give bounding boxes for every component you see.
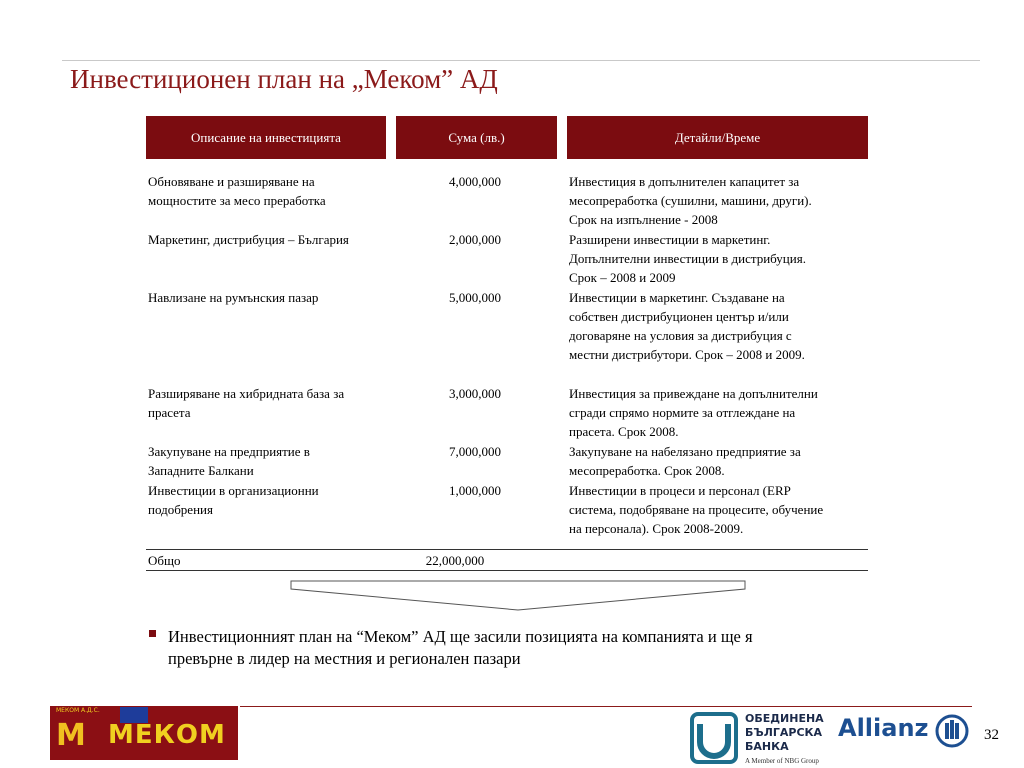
bullet-square-icon: [149, 630, 156, 637]
total-amount: 22,000,000: [425, 553, 485, 568]
ubb-subtitle: A Member of NBG Group: [745, 757, 819, 765]
page-number: 32: [984, 727, 999, 743]
footer-divider: [240, 706, 972, 707]
row-description: Инвестиции в организационни подобрения: [148, 483, 319, 517]
row-description: Навлизане на румънския пазар: [148, 290, 319, 305]
row-details: Инвестиции в процеси и персонал (ERP система, подобряване на процесите, обучение на персонала). Срок 2008-2009.: [569, 483, 824, 536]
row-description: Разширяване на хибридната база за прасета: [148, 386, 345, 420]
conclusion-text: Инвестиционният план на “Меком” АД ще засили позицията на компанията и ще я превърне в лидер на местния и регионален пазари: [168, 627, 753, 668]
mekom-emblem-icon: M: [56, 718, 86, 753]
row-amount: 2,000,000: [449, 232, 501, 247]
total-top-rule: [146, 549, 868, 550]
row-amount: 7,000,000: [449, 444, 501, 459]
row-description: Маркетинг, дистрибуция – България: [148, 232, 349, 247]
row-details: Закупуване на набелязано предприятие за месопреработка. Срок 2008.: [569, 444, 801, 478]
row-details: Инвестиция за привеждане на допълнителни сгради спрямо нормите за отглеждане на прасета. Срок 2008.: [569, 386, 818, 439]
row-description: Закупуване на предприятие в Западните Балкани: [148, 444, 310, 478]
row-amount: 3,000,000: [449, 386, 501, 401]
row-details: Инвестиция в допълнителен капацитет за месопреработка (сушилни, машини, други). Срок на изпълнение - 2008: [569, 174, 812, 227]
mekom-small-text: МЕКОМ А.Д.С.: [56, 707, 100, 714]
funnel-arrow-shape: [290, 580, 746, 612]
header-details: Детайли/Време: [567, 116, 868, 159]
ubb-logo-icon: [690, 712, 738, 764]
total-label: Общо: [148, 553, 181, 568]
header-description: Описание на инвестицията: [146, 116, 386, 159]
row-amount: 4,000,000: [449, 174, 501, 189]
header-amount: Сума (лв.): [396, 116, 557, 159]
allianz-wordmark: Allianz: [838, 714, 929, 742]
row-amount: 5,000,000: [449, 290, 501, 305]
row-description: Обновяване и разширяване на мощностите за месо преработка: [148, 174, 326, 208]
ubb-wordmark: ОБЕДИНЕНА БЪЛГАРСКА БАНКА: [745, 712, 824, 753]
allianz-eagle-icon: [935, 714, 969, 748]
row-details: Инвестиции в маркетинг. Създаване на собствен дистрибуционен център и/или договаряне на условия за дистрибуция с местни дистрибутори. Срок – 2008 и 2009.: [569, 290, 805, 362]
top-divider: [62, 60, 980, 61]
mekom-wordmark: МЕКОМ: [108, 720, 226, 750]
slide-title: Инвестиционен план на „Меком” АД: [70, 64, 498, 94]
total-bottom-rule: [146, 570, 868, 571]
row-amount: 1,000,000: [449, 483, 501, 498]
mekom-logo: [50, 706, 238, 760]
row-details: Разширени инвестиции в маркетинг. Допълнителни инвестиции в дистрибуция. Срок – 2008 и 2009: [569, 232, 806, 285]
